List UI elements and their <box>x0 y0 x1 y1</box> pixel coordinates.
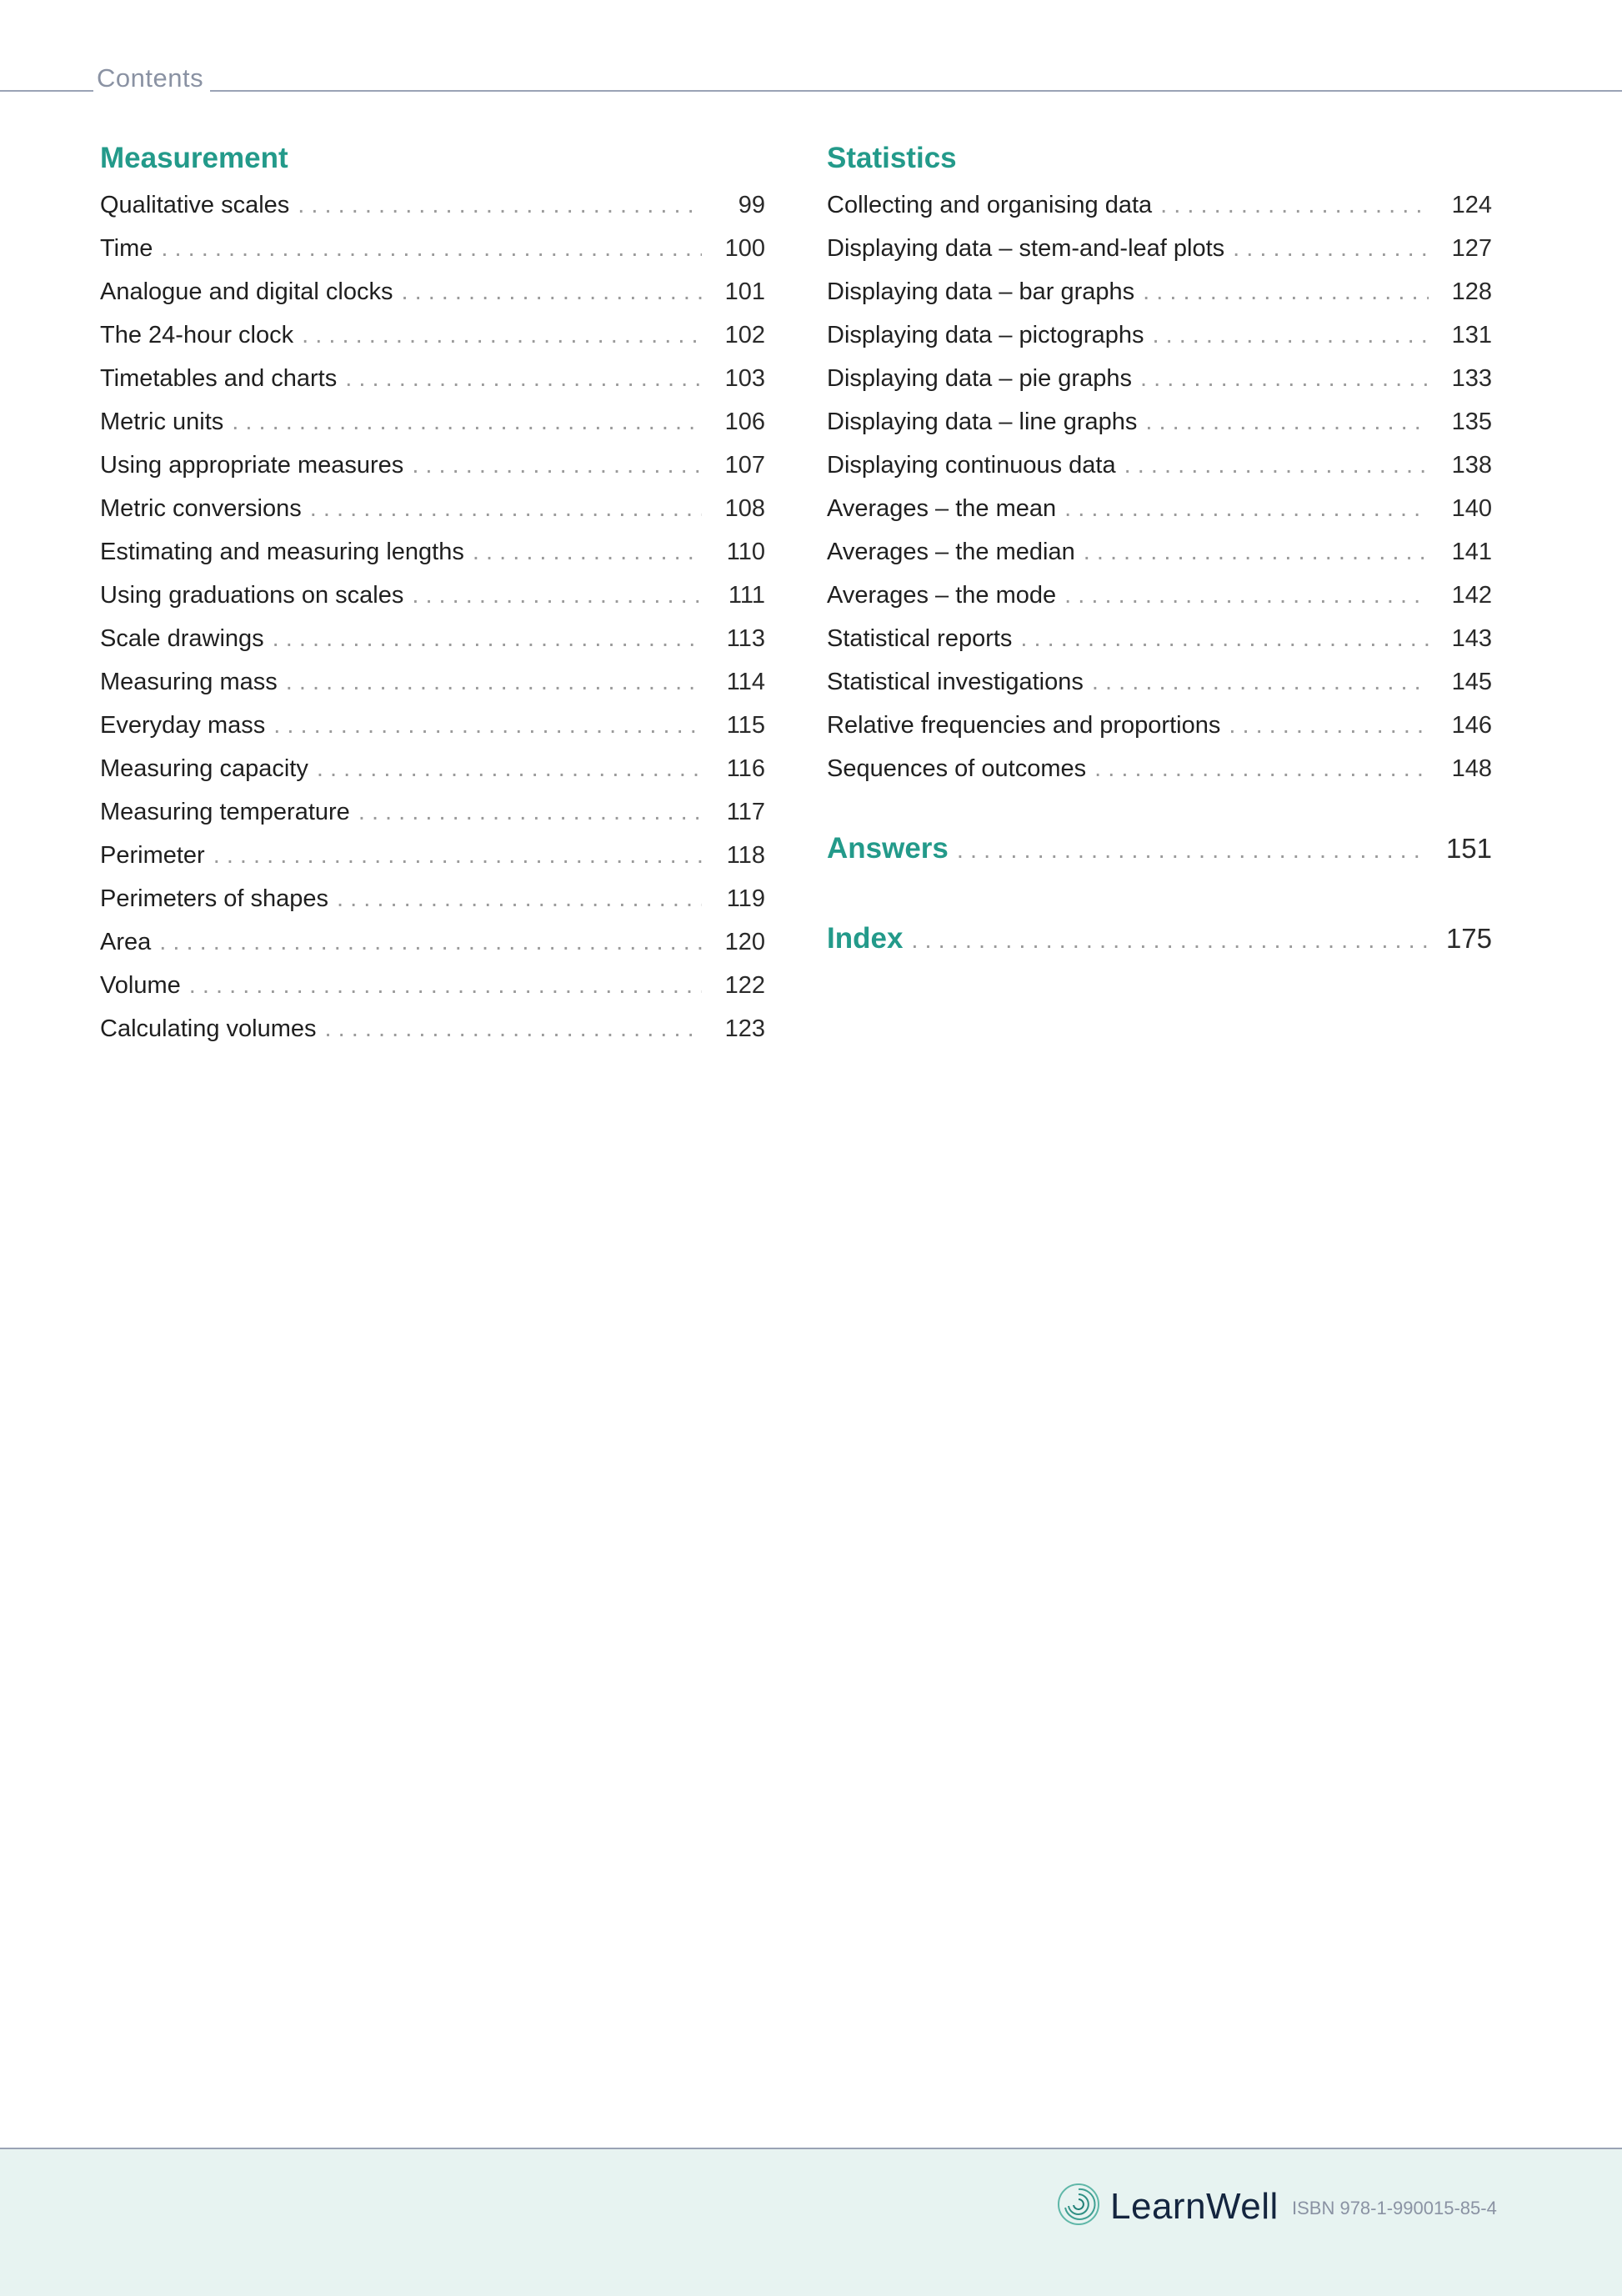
toc-entry[interactable] <box>100 183 765 227</box>
brand-name: LearnWell <box>1110 2185 1279 2227</box>
toc-entry-title: Timetables and charts <box>100 365 338 392</box>
dot-leader <box>473 530 702 574</box>
dot-leader <box>337 877 702 920</box>
toc-entry-page: 138 <box>1451 452 1492 479</box>
toc-entry-page: 116 <box>726 755 765 782</box>
toc-entry-page: 110 <box>726 539 765 565</box>
dot-leader <box>1092 660 1429 704</box>
toc-entry-title: Qualitative scales <box>100 192 290 218</box>
toc-entry-title: Displaying data – bar graphs <box>827 278 1135 305</box>
toc-entry[interactable] <box>100 617 765 660</box>
toc-entry-title: Displaying continuous data <box>827 452 1116 479</box>
toc-entry-page: 99 <box>738 192 765 218</box>
toc-entry[interactable] <box>827 444 1492 487</box>
toc-entry-page: 111 <box>728 582 765 609</box>
toc-entry-page: 145 <box>1451 669 1492 695</box>
toc-entry-page: 141 <box>1451 539 1492 565</box>
toc-entry-page: 101 <box>724 278 765 305</box>
toc-entry[interactable] <box>827 487 1492 530</box>
dot-leader <box>298 183 702 227</box>
header-rule-left <box>0 90 93 92</box>
toc-entry[interactable] <box>100 227 765 270</box>
toc-entry[interactable] <box>827 183 1492 227</box>
toc-entry-title: Perimeter <box>100 842 205 869</box>
dot-leader <box>1140 357 1429 400</box>
dot-leader <box>273 704 702 747</box>
toc-entry-title: Statistical reports <box>827 625 1013 652</box>
toc-entry[interactable] <box>100 877 765 920</box>
toc-entry-page: 128 <box>1451 278 1492 305</box>
dot-leader <box>213 834 702 877</box>
toc-entry-page: 140 <box>1451 495 1492 522</box>
toc-entry[interactable] <box>827 400 1492 444</box>
toc-entry-title: Answers <box>827 832 949 865</box>
toc-entry-page: 120 <box>724 929 765 955</box>
toc-entry-title: Relative frequencies and proportions <box>827 712 1221 739</box>
toc-entry-page: 106 <box>724 409 765 435</box>
toc-entry-title: The 24-hour clock <box>100 322 294 348</box>
toc-entry-page: 115 <box>726 712 765 739</box>
dot-leader <box>1084 530 1429 574</box>
toc-entry-page: 151 <box>1445 833 1492 864</box>
toc-entry-title: Measuring capacity <box>100 755 308 782</box>
spiral-logo-icon <box>1057 2183 1100 2230</box>
toc-entry-title: Statistical investigations <box>827 669 1084 695</box>
toc-entry-page: 118 <box>726 842 765 869</box>
toc-entry[interactable] <box>100 313 765 357</box>
toc-entry-page: 123 <box>724 1015 765 1042</box>
toc-entry[interactable] <box>100 444 765 487</box>
dot-leader <box>358 790 702 834</box>
toc-entry[interactable] <box>100 574 765 617</box>
toc-entry[interactable] <box>100 1007 765 1050</box>
dot-leader <box>1020 617 1429 660</box>
dot-leader <box>189 964 702 1007</box>
dot-leader <box>1152 313 1429 357</box>
toc-entry-title: Perimeters of shapes <box>100 885 329 912</box>
toc-entry-page: 114 <box>726 669 765 695</box>
dot-leader <box>401 270 702 313</box>
toc-entry[interactable] <box>100 400 765 444</box>
toc-entry-title: Scale drawings <box>100 625 264 652</box>
dot-leader <box>412 574 702 617</box>
toc-entry-page: 146 <box>1451 712 1492 739</box>
dot-leader <box>325 1007 702 1050</box>
dot-leader <box>1145 400 1429 444</box>
section-title-measurement: Measurement <box>100 142 288 174</box>
toc-entry[interactable] <box>100 530 765 574</box>
toc-entry-page: 148 <box>1451 755 1492 782</box>
toc-entry[interactable] <box>100 704 765 747</box>
toc-entry-title: Time <box>100 235 153 262</box>
toc-entry[interactable] <box>827 574 1492 617</box>
toc-entry-title: Collecting and organising data <box>827 192 1153 218</box>
toc-entry-title: Calculating volumes <box>100 1015 317 1042</box>
toc-entry-answers[interactable] <box>827 824 1492 874</box>
measurement-column <box>100 140 765 1050</box>
toc-entry[interactable] <box>100 660 765 704</box>
toc-entry-page: 135 <box>1451 409 1492 435</box>
page-title: Contents <box>97 63 204 93</box>
toc-entry-page: 119 <box>726 885 765 912</box>
toc-entry-title: Analogue and digital clocks <box>100 278 393 305</box>
toc-entry[interactable] <box>100 964 765 1007</box>
dot-leader <box>957 825 1429 875</box>
toc-entry[interactable] <box>100 747 765 790</box>
toc-entry-title: Sequences of outcomes <box>827 755 1087 782</box>
dot-leader <box>911 915 1429 965</box>
toc-entry-title: Index <box>827 922 904 955</box>
toc-entry[interactable] <box>100 487 765 530</box>
toc-entry-page: 175 <box>1445 923 1492 954</box>
toc-entry-title: Displaying data – pictographs <box>827 322 1144 348</box>
toc-list-measurement <box>100 183 765 1050</box>
dot-leader <box>412 444 702 487</box>
toc-entry-title: Everyday mass <box>100 712 266 739</box>
toc-entry-page: 117 <box>726 799 765 825</box>
dot-leader <box>310 487 702 530</box>
toc-entry-page: 133 <box>1451 365 1492 392</box>
toc-entry[interactable] <box>827 617 1492 660</box>
dot-leader <box>302 313 702 357</box>
statistics-column <box>827 140 1492 964</box>
toc-entry[interactable] <box>827 660 1492 704</box>
page-footer <box>0 2148 1622 2296</box>
toc-entry-title: Estimating and measuring lengths <box>100 539 464 565</box>
toc-entry-title: Displaying data – stem-and-leaf plots <box>827 235 1225 262</box>
toc-entry-title: Averages – the median <box>827 539 1075 565</box>
toc-entry-page: 102 <box>724 322 765 348</box>
toc-entry-title: Using appropriate measures <box>100 452 404 479</box>
toc-entry-page: 124 <box>1451 192 1492 218</box>
toc-entry-title: Metric conversions <box>100 495 302 522</box>
dot-leader <box>317 747 702 790</box>
toc-entry[interactable] <box>827 747 1492 790</box>
toc-entry-page: 122 <box>724 972 765 999</box>
toc-entry-title: Displaying data – line graphs <box>827 409 1138 435</box>
toc-list-statistics <box>827 183 1492 790</box>
toc-entry-page: 142 <box>1451 582 1492 609</box>
toc-entry-title: Metric units <box>100 409 224 435</box>
dot-leader <box>286 660 702 704</box>
toc-entry[interactable] <box>100 790 765 834</box>
dot-leader <box>1229 704 1429 747</box>
dot-leader <box>232 400 702 444</box>
dot-leader <box>1233 227 1429 270</box>
dot-leader <box>1160 183 1429 227</box>
dot-leader <box>159 920 702 964</box>
toc-entry[interactable] <box>827 227 1492 270</box>
toc-entry-index[interactable] <box>827 914 1492 964</box>
page-header <box>0 63 1622 97</box>
learnwell-logo <box>1057 2183 1279 2230</box>
toc-entry[interactable] <box>100 834 765 877</box>
toc-entry-page: 103 <box>724 365 765 392</box>
toc-entry-title: Measuring temperature <box>100 799 350 825</box>
toc-entry[interactable] <box>100 357 765 400</box>
toc-entry-title: Using graduations on scales <box>100 582 404 609</box>
dot-leader <box>1143 270 1429 313</box>
toc-entry-title: Averages – the mean <box>827 495 1057 522</box>
dot-leader <box>1124 444 1429 487</box>
toc-entry[interactable] <box>827 313 1492 357</box>
toc-entry[interactable] <box>100 920 765 964</box>
dot-leader <box>1094 747 1429 790</box>
toc-entry-page: 131 <box>1451 322 1492 348</box>
toc-entry[interactable] <box>827 357 1492 400</box>
toc-entry-title: Measuring mass <box>100 669 278 695</box>
toc-entry-page: 113 <box>726 625 765 652</box>
section-title-statistics: Statistics <box>827 142 957 174</box>
dot-leader <box>273 617 702 660</box>
toc-entry[interactable] <box>827 704 1492 747</box>
toc-entry-page: 143 <box>1451 625 1492 652</box>
toc-entry-page: 127 <box>1451 235 1492 262</box>
toc-entry[interactable] <box>100 270 765 313</box>
header-rule-right <box>210 90 1622 92</box>
toc-entry-title: Averages – the mode <box>827 582 1057 609</box>
toc-entry[interactable] <box>827 530 1492 574</box>
toc-entry-page: 100 <box>724 235 765 262</box>
dot-leader <box>1064 487 1429 530</box>
toc-entry-page: 108 <box>724 495 765 522</box>
toc-entry-title: Area <box>100 929 152 955</box>
toc-entry-title: Volume <box>100 972 181 999</box>
toc-entry[interactable] <box>827 270 1492 313</box>
toc-entry-title: Displaying data – pie graphs <box>827 365 1132 392</box>
isbn-text: ISBN 978-1-990015-85-4 <box>1292 2198 1497 2218</box>
dot-leader <box>161 227 702 270</box>
dot-leader <box>1064 574 1429 617</box>
toc-entry-page: 107 <box>724 452 765 479</box>
dot-leader <box>345 357 702 400</box>
